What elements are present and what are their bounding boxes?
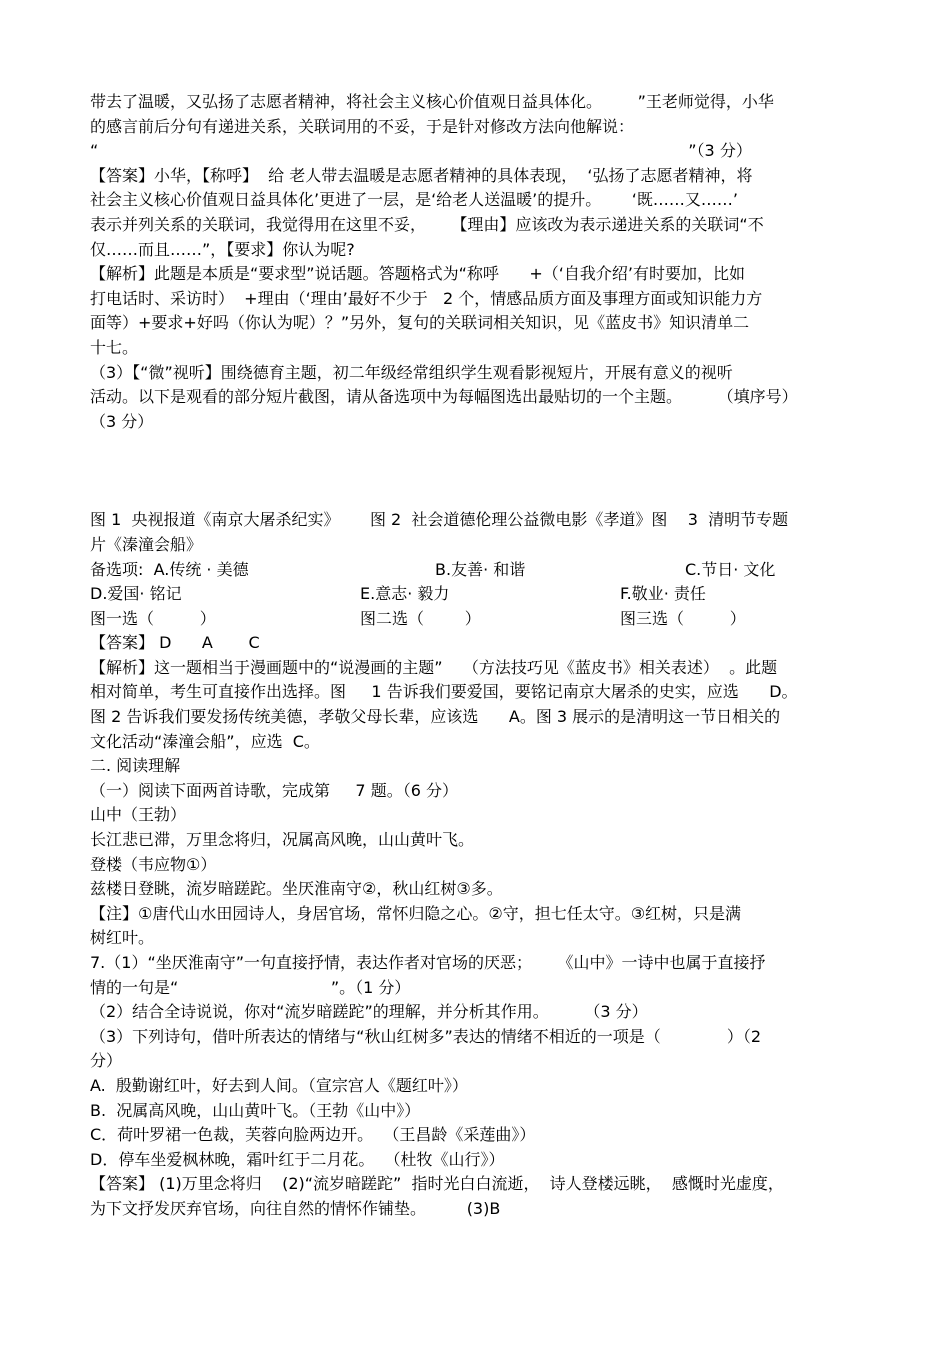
choice-row [90,607,870,632]
text-line: 打电话时、采访时） +理由（‘理由’最好不少于 2 个，情感品质方面及事理方面或知识能力方 [90,288,763,308]
text-line: 【答案】小华，【称呼】 给 老人带去温暖是志愿者精神的具体表现， ‘弘扬了志愿者精神，将 [90,165,753,185]
option-d: D.爱国· 铭记 [90,584,182,604]
text-line: 的感言前后分句有递进关系，关联词用的不妥，于是针对修改方法向他解说： [90,116,635,136]
answer-option-d: D．停车坐爱枫林晚，霜叶红于二月花。 （杜牧《山行》） [90,1149,505,1169]
text-line: 【答案】 (1)万里念将归 (2)“流岁暗蹉跎” 指时光白白流逝， 诗人登楼远眺， 感慨时光虚度， [90,1174,784,1194]
text-line: 活动。以下是观看的部分短片截图，请从备选项中为每幅图选出最贴切的一个主题。 （填序号） [90,387,798,407]
answer-option-c: C．荷叶罗裙一色裁，芙蓉向脸两边开。 （王昌龄《采莲曲》） [90,1125,536,1145]
text-line: 【解析】此题是本质是“要求型”说话题。答题格式为“称呼 +（‘自我介绍’有时要加，比如 [90,264,745,284]
text-line: 【答案】 D A C [90,633,260,653]
text-line: 面等）+要求+好吗（你认为呢）？”另外，复句的关联词相关知识，见《蓝皮书》知识清单二 [90,313,750,333]
text-line: （3）下列诗句，借叶所表达的情绪与“秋山红树多”表达的情绪不相近的一项是（ ）（2 [90,1026,762,1046]
section-heading: 二. 阅读理解 [90,756,181,776]
text-line: “ ”（3 分） [90,141,752,161]
text-line: 【注】①唐代山水田园诗人，身居官场，常怀归隐之心。②守，担七任太守。③红树，只是满 [90,903,742,923]
figure-captions: 图 1 央视报道《南京大屠杀纪实》 图 2 社会道德伦理公益微电影《孝道》图 3 清明节专题 [90,510,789,530]
text-line: 树红叶。 [90,928,155,948]
option-c: C.节日· 文化 [685,559,776,579]
poem-text: 兹楼日登眺，流岁暗蹉跎。坐厌淮南守②，秋山红树③多。 [90,879,503,899]
poem-title: 登楼（韦应物①） [90,854,217,874]
choice-figure-2: 图二选（ ） [360,608,481,628]
options-row [90,558,870,583]
text-line: 表示并列关系的关联词，我觉得用在这里不妥， 【理由】应该改为表示递进关系的关联词“不 [90,214,764,234]
text-line: 情的一句是“ ”。（1 分） [90,977,411,997]
answer-option-b: B. 况属高风晚，山山黄叶飞。（王勃《山中》） [90,1100,421,1120]
option-b: B.友善· 和谐 [435,559,526,579]
section-figures [90,508,870,631]
text-line: 十七。 [90,337,139,357]
choice-figure-1: 图一选（ ） [90,608,216,628]
text-line: （2）结合全诗说说，你对“流岁暗蹉跎”的理解，并分析其作用。 （3 分） [90,1002,648,1022]
text-line: 图 2 告诉我们要发扬传统美德，孝敬父母长辈，应该选 A。图 3 展示的是清明这一节日相关的 [90,707,781,727]
image-gap [90,434,870,508]
text-line: 为下文抒发厌弃官场，向往自然的情怀作铺垫。 (3)B [90,1198,501,1218]
text-line: 7.（1）“坐厌淮南守”一句直接抒情，表达作者对官场的厌恶； 《山中》一诗中也属于直接抒 [90,953,766,972]
text-line: （一）阅读下面两首诗歌，完成第 7 题。（6 分） [90,780,458,800]
options-row [90,582,870,607]
text-line: 【解析】这一题相当于漫画题中的“说漫画的主题” （方法技巧见《蓝皮书》相关表述） 。此题 [90,657,778,677]
poem-title: 山中（王勃） [90,805,187,825]
text-line: 分） [90,1051,123,1071]
option-a: 备选项: A.传统 · 美德 [90,559,249,579]
option-f: F.敬业· 责任 [620,584,706,604]
text-line: 带去了温暖，又弘扬了志愿者精神，将社会主义核心价值观日益具体化。 ”王老师觉得，小华 [90,92,774,111]
text-line: （3 分） [90,411,154,431]
text-line: 相对简单，考生可直接作出选择。图 1 告诉我们要爱国，要铭记南京大屠杀的史实，应选 D。 [90,682,798,702]
option-e: E.意志· 毅力 [360,584,450,604]
text-line: 社会主义核心价值观日益具体化’更进了一层，是‘给老人送温暖’的提升。 ‘既……又……’ [90,190,738,210]
section-bottom [90,631,870,1221]
choice-figure-3: 图三选（ ） [620,608,746,628]
text-line: （3）【“微”视听】围绕德育主题，初二年级经常组织学生观看影视短片，开展有意义的视听 [90,362,733,382]
text-line: 仅……而且……”，【要求】你认为呢? [90,239,355,259]
figure-captions-cont: 片《溱潼会船》 [90,534,203,554]
poem-text: 长江悲已滞，万里念将归，况属高风晚，山山黄叶飞。 [90,830,475,850]
document-page [90,90,870,1222]
section-top [90,90,870,434]
answer-option-a: A. 殷勤谢红叶，好去到人间。（宣宗宫人《题红叶》） [90,1075,468,1095]
text-line: 文化活动“溱潼会船”，应选 C。 [90,731,320,751]
